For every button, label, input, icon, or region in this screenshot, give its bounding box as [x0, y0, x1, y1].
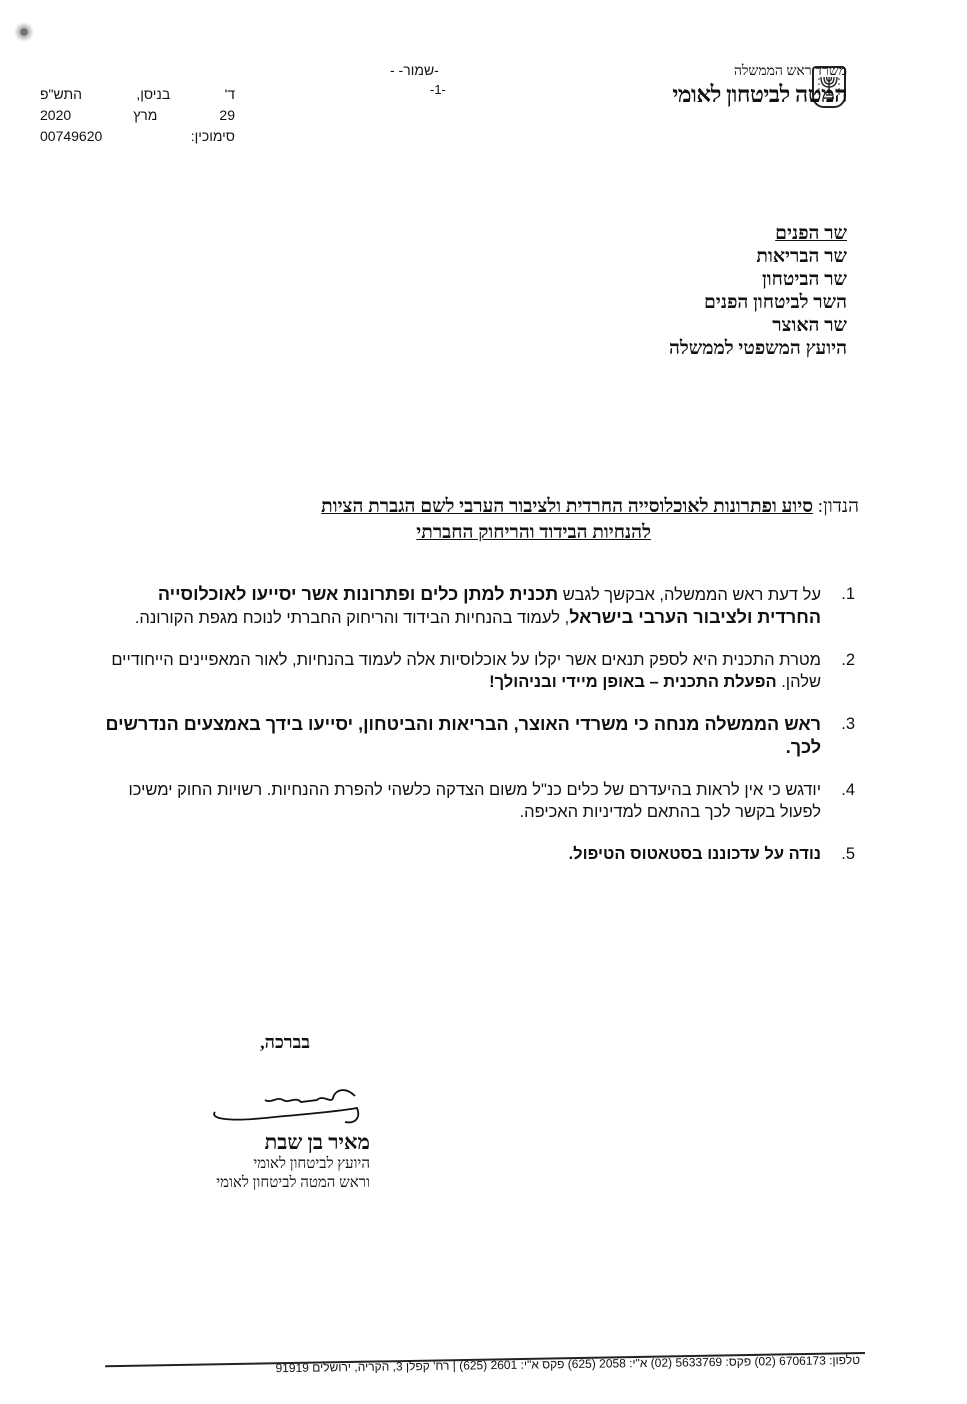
recipient: שר הביטחון — [761, 269, 847, 290]
gregorian-day: 29 — [219, 107, 235, 123]
hebrew-month: בניסן, — [136, 86, 171, 102]
organization-name: המטה לביטחון לאומי — [672, 82, 847, 107]
item-number: 4. — [841, 781, 855, 799]
item-text-bold: נודה על עדכוננו בסטאטוס הטיפול. — [568, 845, 821, 863]
subject-text-line1: סיוע ופתרונות לאוכלוסייה החרדית ולציבור הערבי לשם הגברת הציות — [321, 496, 814, 517]
list-item — [95, 713, 855, 759]
footer-contact: טלפון: 6706173 (02) פקס: 5633769 (02) א"י: 2058 (625) פקס א"י: 2601 (625) | רח' קפלן 3, הקריה, ירושלים 91919 — [275, 1353, 861, 1376]
signer-block — [160, 1130, 370, 1193]
item-text-bold: תכנית למתן כלים ופתרונות אשר יסייעו לאוכלוסייה החרדית ולציבור הערבי בישראל — [157, 584, 821, 627]
subject-label: הנדון: — [817, 496, 859, 517]
item-text: על דעת ראש הממשלה, אבקשך לגבש — [558, 586, 821, 604]
hebrew-date-row — [40, 86, 235, 107]
page-number: -1- — [430, 82, 446, 97]
reference-label: סימוכין: — [190, 128, 235, 144]
reference-value: 00749620 — [40, 128, 103, 144]
recipient: שר הבריאות — [756, 246, 847, 267]
item-number: 3. — [841, 715, 855, 733]
numbered-items — [95, 583, 855, 885]
recipient: שר הפנים — [775, 223, 847, 244]
signer-title: וראש המטה לביטחון לאומי — [216, 1175, 370, 1191]
signer-name: מאיר בן שבת — [264, 1130, 370, 1154]
hebrew-day: ד' — [224, 86, 235, 102]
list-item — [95, 583, 855, 629]
list-item — [95, 779, 855, 823]
classification-label: -שמור- - — [390, 62, 439, 78]
item-number: 5. — [841, 845, 855, 863]
recipient: השר לביטחון הפנים — [704, 292, 847, 313]
item-text: יודגש כי אין לראות בהיעדרם של כלים כנ"ל משום הצדקה כלשהי להפרת ההנחיות. רשויות החוק ימשיכו לפעול בקשר לכך בהתאם למדיניות האכיפה. — [128, 781, 821, 821]
closing-greeting: בברכה, — [260, 1032, 310, 1052]
scanner-stamp-mark — [12, 22, 36, 42]
recipients-list — [669, 222, 847, 360]
item-number: 1. — [841, 585, 855, 603]
letterhead — [672, 64, 847, 108]
item-text: מטרת התכנית היא לספק תנאים אשר יקלו על אוכלוסיות אלה לעמוד בהנחיות, לאור המאפיינים הייחודיים שלהן. — [111, 651, 821, 691]
gregorian-year: 2020 — [40, 107, 72, 123]
gregorian-month: מרץ — [133, 107, 158, 123]
recipient: היועץ המשפטי לממשלה — [668, 338, 847, 359]
list-item — [95, 649, 855, 693]
gregorian-date-row — [40, 107, 235, 128]
item-text-bold: ראש הממשלה מנחה כי משרדי האוצר, הבריאות והביטחון, יסייעו בידך באמצעים הנדרשים לכך. — [105, 714, 821, 757]
subject-text-line2: להנחיות הבידוד והריחוק החברתי — [416, 522, 651, 543]
handwritten-signature-icon — [205, 1078, 365, 1128]
item-number: 2. — [841, 651, 855, 669]
hebrew-year: התש"פ — [40, 86, 83, 102]
reference-row — [40, 128, 235, 149]
list-item — [95, 843, 855, 865]
signer-title: היועץ לביטחון לאומי — [253, 1156, 370, 1172]
item-text-bold: הפעלת התכנית – באופן מיידי ובניהולך! — [489, 673, 777, 691]
ministry-name: משרד ראש הממשלה — [733, 64, 847, 79]
date-block — [40, 86, 235, 149]
item-text: , לעמוד בהנחיות הבידוד והריחוק החברתי לנוכח מגפת הקורונה. — [134, 609, 570, 627]
recipient: שר האוצר — [772, 315, 847, 336]
subject-block — [99, 494, 859, 546]
